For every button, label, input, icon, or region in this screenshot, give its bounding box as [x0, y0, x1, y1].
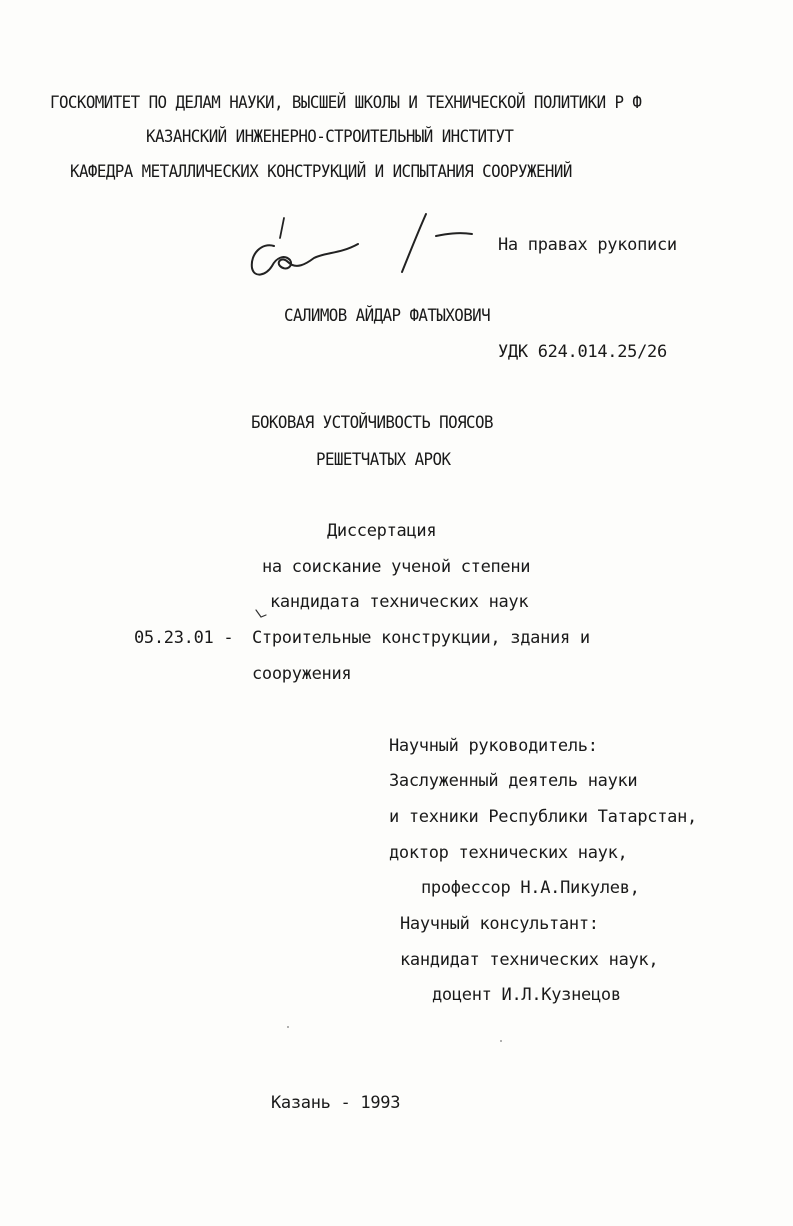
udk-code: УДК 624.014.25/26 [498, 342, 667, 362]
handwritten-caret-mark [254, 608, 268, 622]
consultant-name: доцент И.Л.Кузнецов [432, 985, 621, 1005]
supervisor-title-line1: Заслуженный деятель науки [389, 771, 638, 791]
department-header: КАФЕДРА МЕТАЛЛИЧЕСКИХ КОНСТРУКЦИЙ И ИСПЫТАНИЯ СООРУЖЕНИЙ [70, 162, 572, 182]
consultant-role: Научный консультант: [400, 914, 599, 934]
manuscript-rights-note: На правах рукописи [498, 235, 677, 255]
ministry-header: ГОСКОМИТЕТ ПО ДЕЛАМ НАУКИ, ВЫСШЕЙ ШКОЛЫ И ТЕХНИЧЕСКОЙ ПОЛИТИКИ Р Ф [50, 93, 642, 113]
thesis-title-line1: БОКОВАЯ УСТОЙЧИВОСТЬ ПОЯСОВ [251, 413, 493, 433]
specialty-code: 05.23.01 - [134, 628, 234, 648]
specialty-name-line2: сооружения [252, 664, 352, 684]
city-year: Казань - 1993 [271, 1093, 401, 1113]
supervisor-name: профессор Н.А.Пикулев, [421, 878, 640, 898]
document-type: Диссертация [327, 521, 437, 541]
author-name: САЛИМОВ АЙДАР ФАТЫХОВИЧ [284, 306, 491, 326]
degree-purpose: на соискание ученой степени [262, 557, 531, 577]
institute-header: КАЗАНСКИЙ ИНЖЕНЕРНО-СТРОИТЕЛЬНЫЙ ИНСТИТУТ [146, 127, 514, 147]
supervisor-title-line2: и техники Республики Татарстан, [389, 807, 697, 827]
paper-speck [287, 1026, 289, 1028]
thesis-title-line2: РЕШЕТЧАТЫХ АРОК [316, 450, 451, 470]
consultant-degree: кандидат технических наук, [400, 950, 659, 970]
supervisor-degree: доктор технических наук, [389, 843, 628, 863]
paper-speck [500, 1040, 502, 1042]
specialty-name-line1: Строительные конструкции, здания и [252, 628, 590, 648]
degree-name: кандидата технических наук [270, 592, 529, 612]
author-signature [240, 208, 480, 288]
supervisor-role: Научный руководитель: [389, 736, 598, 756]
